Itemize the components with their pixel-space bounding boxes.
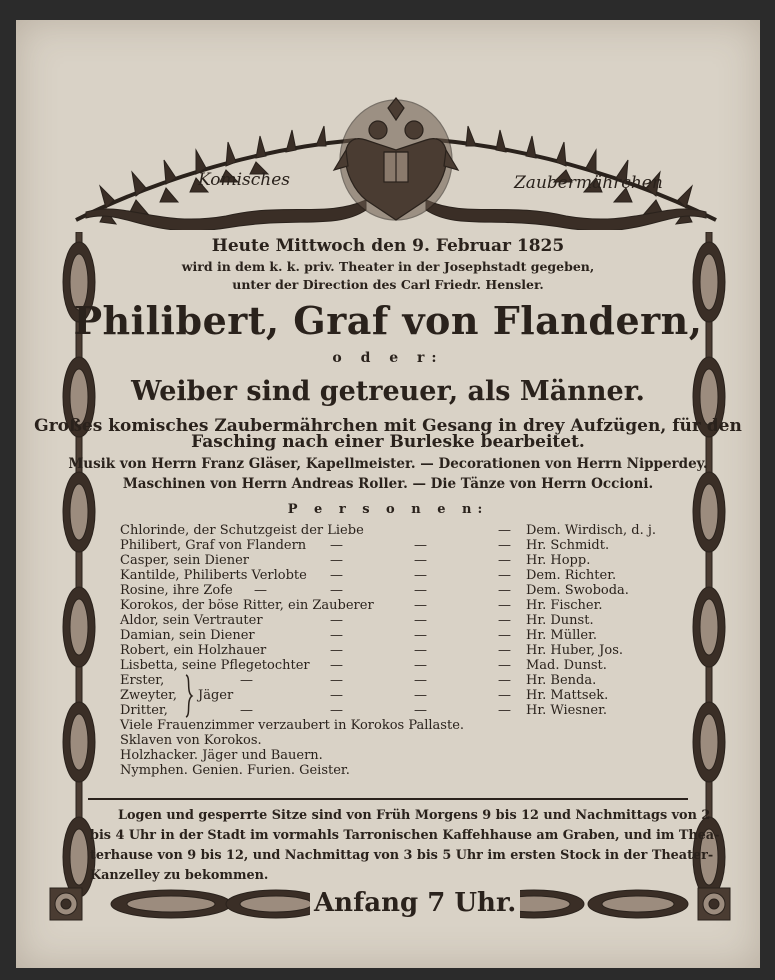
- cast-dash: —: [498, 598, 511, 613]
- cast-actor: Dem. Richter.: [526, 568, 617, 583]
- cast-dash: —: [498, 538, 511, 553]
- divider: [88, 798, 688, 800]
- cast-dash: —: [498, 628, 511, 643]
- cast-dash: —: [498, 568, 511, 583]
- ticket-info-line: Kanzelley zu bekommen.: [90, 868, 269, 883]
- cast-row: [120, 568, 680, 583]
- cast-dash: —: [414, 598, 427, 613]
- cast-actor: Dem. Wirdisch, d. j.: [526, 523, 657, 538]
- cast-actor: Hr. Schmidt.: [526, 538, 610, 553]
- oder-line: o d e r:: [332, 350, 444, 366]
- cast-actor: Hr. Dunst.: [526, 613, 594, 628]
- cast-dash: —: [330, 673, 343, 688]
- cast-actor: Hr. Benda.: [526, 673, 597, 688]
- cast-row: [120, 523, 680, 538]
- cast-role: Lisbetta, seine Pflegetochter: [120, 658, 310, 673]
- cast-role: Philibert, Graf von Flandern: [120, 538, 307, 553]
- cast-actor: Dem. Swoboda.: [526, 583, 629, 598]
- play-title: Philibert, Graf von Flandern,: [73, 298, 703, 343]
- cast-role: Dritter,: [120, 703, 168, 718]
- cast-dash: —: [414, 688, 427, 703]
- cast-dash: —: [330, 553, 343, 568]
- cast-dash: —: [240, 703, 253, 718]
- ticket-info-line: Logen und gesperrte Sitze sind von Früh Morgens 9 bis 12 und Nachmittags von 2: [118, 808, 711, 823]
- double-headed-eagle-icon: [334, 98, 458, 220]
- cast-dash: —: [330, 613, 343, 628]
- extras-line: Nymphen. Genien. Furien. Geister.: [120, 763, 350, 778]
- cast-role: Damian, sein Diener: [120, 628, 255, 643]
- description-line-1: Großes komisches Zaubermährchen mit Gesang in drey Aufzügen, für den: [34, 416, 742, 436]
- cast-role: Rosine, ihre Zofe: [120, 583, 233, 598]
- rosette-icon: [698, 888, 730, 920]
- cast-row: [120, 628, 680, 643]
- playbill-sheet: [16, 20, 760, 968]
- cast-dash: —: [414, 643, 427, 658]
- cast-dash: —: [414, 613, 427, 628]
- cast-jaeger-label: Jäger: [198, 688, 234, 703]
- theater-line: wird in dem k. k. priv. Theater in der Josephstadt gegeben,: [181, 259, 595, 274]
- cast-role: Erster,: [120, 673, 165, 688]
- cast-actor: Hr. Huber, Jos.: [526, 643, 624, 658]
- cast-role: Robert, ein Holzhauer: [120, 643, 267, 658]
- cast-dash: —: [330, 538, 343, 553]
- cast-actor: Mad. Dunst.: [526, 658, 607, 673]
- start-time: Anfang 7 Uhr.: [310, 888, 520, 918]
- cast-role: Chlorinde, der Schutzgeist der Liebe: [120, 523, 364, 538]
- cast-dash: —: [240, 673, 253, 688]
- ticket-info-line: terhause von 9 bis 12, und Nachmittag von 3 bis 5 Uhr im ersten Stock in der Theater-: [90, 848, 714, 863]
- cast-dash: —: [498, 613, 511, 628]
- cast-dash: —: [330, 568, 343, 583]
- cast-dash: —: [414, 538, 427, 553]
- date-line: Heute Mittwoch den 9. Februar 1825: [211, 236, 565, 256]
- cast-dash: —: [414, 568, 427, 583]
- cast-dash: —: [330, 643, 343, 658]
- cast-row: [120, 613, 680, 628]
- cast-dash: —: [414, 703, 427, 718]
- credits-line-1: Musik von Herrn Franz Gläser, Kapellmeister. — Decorationen von Herrn Nipperdey.: [68, 456, 708, 472]
- cast-dash: —: [498, 643, 511, 658]
- cast-row: [120, 583, 680, 598]
- cast-row: [120, 658, 680, 673]
- cast-dash: —: [330, 658, 343, 673]
- cast-dash: —: [330, 688, 343, 703]
- ticket-info-line: bis 4 Uhr in der Stadt im vormahls Tarronischen Kaffehhause am Graben, und im Thea-: [90, 828, 720, 843]
- cast-dash: —: [330, 703, 343, 718]
- cast-actor: Hr. Mattsek.: [526, 688, 609, 703]
- cast-row: [120, 643, 680, 658]
- cast-dash: —: [498, 523, 511, 538]
- cast-row: [120, 538, 680, 553]
- rosette-icon: [50, 888, 82, 920]
- cast-role: Aldor, sein Vertrauter: [120, 613, 263, 628]
- header-left-label: Komisches: [198, 170, 291, 190]
- cast-role: Zweyter,: [120, 688, 178, 703]
- extras-line: Sklaven von Korokos.: [120, 733, 262, 748]
- cast-dash: —: [414, 553, 427, 568]
- cast-row: [120, 673, 680, 688]
- cast-actor: Hr. Hopp.: [526, 553, 591, 568]
- cast-dash: —: [414, 673, 427, 688]
- brace-icon: [184, 674, 194, 718]
- cast-dash: —: [330, 583, 343, 598]
- cast-row: [120, 703, 680, 718]
- extras-line: Viele Frauenzimmer verzaubert in Korokos Pallaste.: [120, 718, 465, 733]
- credits-line-2: Maschinen von Herrn Andreas Roller. — Die Tänze von Herrn Occioni.: [122, 476, 654, 492]
- cast-dash: —: [498, 553, 511, 568]
- header-ornament: [66, 90, 726, 230]
- cast-role: Kantilde, Philiberts Verlobte: [120, 568, 307, 583]
- cast-dash: —: [498, 703, 511, 718]
- cast-dash: —: [498, 658, 511, 673]
- cast-dash: —: [498, 673, 511, 688]
- description-line-2: Fasching nach einer Burleske bearbeitet.: [191, 432, 585, 452]
- cast-dash: —: [498, 688, 511, 703]
- header-right-label: Zaubermährchen: [514, 173, 663, 193]
- extras-line: Holzhacker. Jäger und Bauern.: [120, 748, 323, 763]
- cast-dash: —: [254, 583, 267, 598]
- cast-actor: Hr. Müller.: [526, 628, 597, 643]
- cast-actor: Hr. Fischer.: [526, 598, 603, 613]
- cast-actor: Hr. Wiesner.: [526, 703, 608, 718]
- cast-dash: —: [414, 658, 427, 673]
- cast-dash: —: [414, 628, 427, 643]
- cast-role: Casper, sein Diener: [120, 553, 250, 568]
- cast-dash: —: [414, 583, 427, 598]
- play-subtitle: Weiber sind getreuer, als Männer.: [131, 376, 645, 407]
- cast-row: [120, 553, 680, 568]
- personen-heading: P e r s o n e n:: [287, 502, 489, 517]
- cast-dash: —: [330, 628, 343, 643]
- cast-dash: —: [498, 583, 511, 598]
- cast-row: [120, 598, 680, 613]
- cast-row: [120, 688, 680, 703]
- direction-line: unter der Direction des Carl Friedr. Hensler.: [232, 277, 544, 292]
- cast-role: Korokos, der böse Ritter, ein Zauberer: [120, 598, 374, 613]
